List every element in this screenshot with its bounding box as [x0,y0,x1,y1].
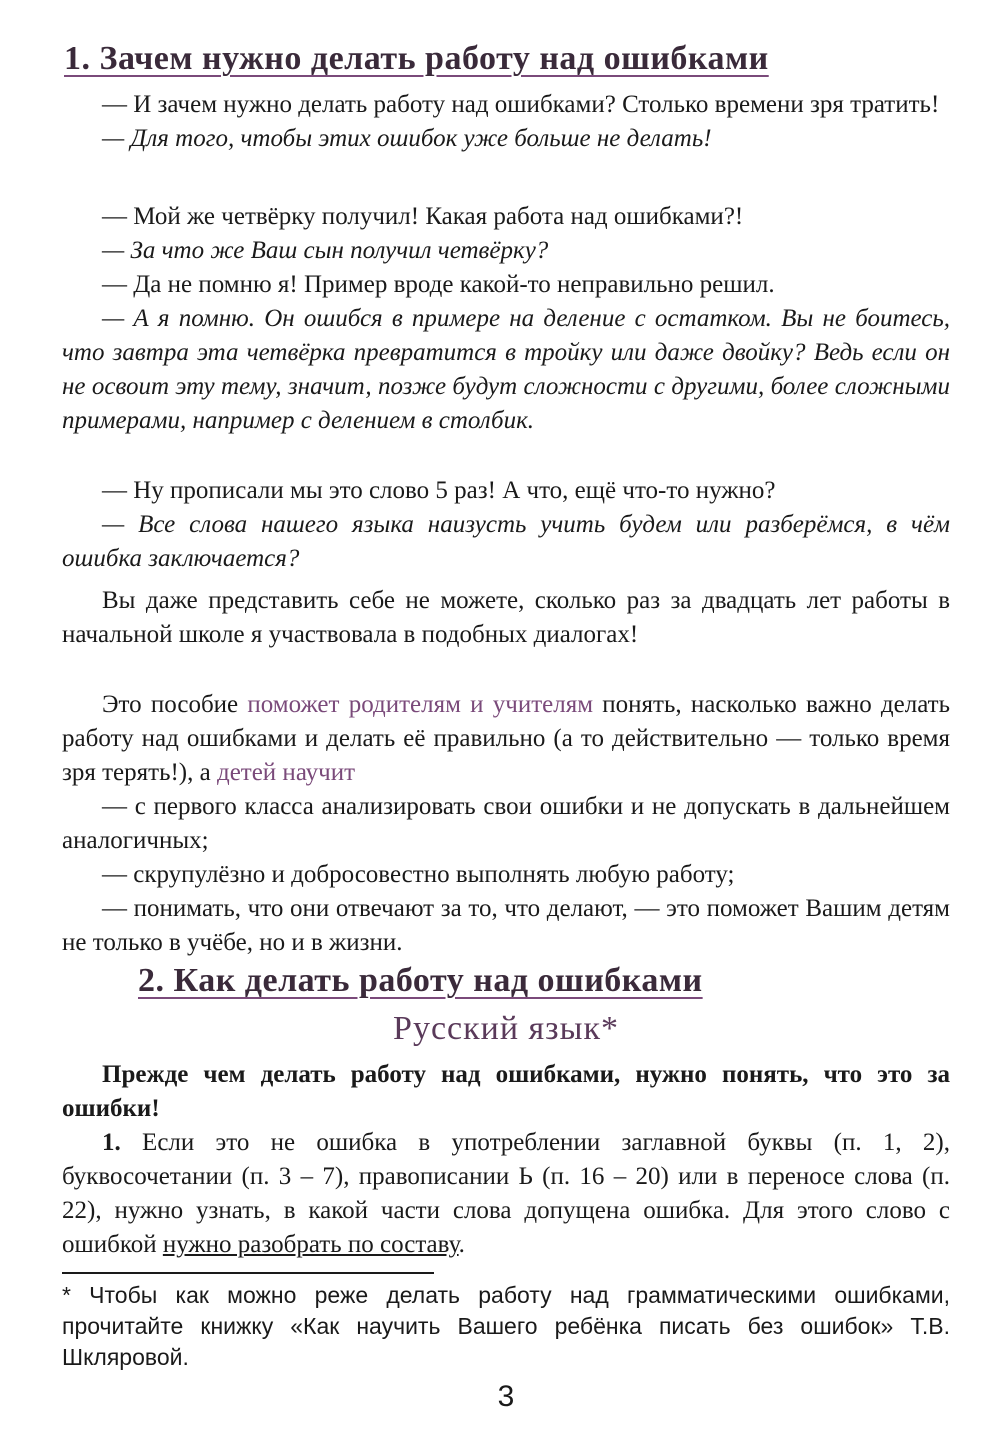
section2-title: 2. Как делать работу над ошибками [138,962,703,999]
item1-text: Если это не ошибка в употреблении заглавной буквы (п. 1, 2), буквосочетании (п. 3 – 7), правописании Ь (п. 16 – 20) или в переносе слова (п. 22), нужно узнать, в какой части слова допущена ошибка. Для этого слово с ошибкой [62,1129,951,1258]
page-number: 3 [497,1380,515,1413]
bullet-2: — скрупулёзно и добросовестно выполнять любую работу; [102,861,735,888]
dialogue1-question: — И зачем нужно делать работу над ошибками? Столько времени зря тратить! [102,91,940,118]
item1-number: 1. [102,1129,121,1156]
para2-text [62,688,950,790]
footnote-rule [62,1272,434,1274]
para1-text: Вы даже представить себе не можете, сколько раз за двадцать лет работы в начальной школе я участвовала в подобных диалогах! [62,587,950,648]
para2-highlight-2: детей научит [216,759,356,786]
item1-underlined: нужно разобрать по составу [162,1231,459,1258]
dialogue3-question: — Ну прописали мы это слово 5 раз! А что, ещё что-то нужно? [102,477,776,504]
dialogue-3 [62,474,950,576]
item1-end: . [458,1231,465,1258]
bullet-1: — с первого класса анализировать свои ошибки и не допускать в дальнейшем аналогичных; [62,793,950,854]
para2-middle: понять, насколько важно делать работу над ошибками и делать её правильно (а то действительно — только время зря терять!), а [62,691,951,786]
dialogue-1 [62,88,950,156]
paragraph-2 [62,688,950,960]
section2-item-1 [62,1126,950,1262]
para2-start: Это пособие [102,691,239,718]
footnote: * Чтобы как можно реже делать работу над грамматическими ошибками, прочитайте книжку «Как научить Вашего ребёнка писать без ошибок» Т.В. Шкляровой. [62,1282,950,1370]
section2-body [62,1058,950,1262]
para2-highlight-1: поможет родителям и учителям [247,691,594,718]
dialogue2-answer-2: — А я помню. Он ошибся в примере на деление с остатком. Вы не боитесь, что завтра эта четвёрка превратится в тройку или даже двойку? Ведь если он не освоит эту тему, значит, позже будут сложности с другими, более сложными примерами, например с делением в столбик. [62,305,950,434]
section1-title: 1. Зачем нужно делать работу над ошибками [64,40,769,77]
section2-lead: Прежде чем делать работу над ошибками, нужно понять, что это за ошибки! [62,1061,950,1122]
section2-subtitle: Русский язык* [393,1010,619,1047]
dialogue1-answer: — Для того, чтобы этих ошибок уже больше не делать! [102,125,712,152]
bullet-3: — понимать, что они отвечают за то, что делают, — это поможет Вашим детям не только в учёбе, но и в жизни. [62,895,950,956]
dialogue2-answer: — За что же Ваш сын получил четвёрку? [102,237,549,264]
dialogue3-answer: — Все слова нашего языка наизусть учить будем или разберёмся, в чём ошибка заключается? [62,511,950,572]
paragraph-1 [62,584,950,652]
dialogue-2 [62,200,950,438]
dialogue2-question-2: — Да не помню я! Пример вроде какой-то неправильно решил. [102,271,775,298]
dialogue2-question: — Мой же четвёрку получил! Какая работа над ошибками?! [102,203,744,230]
